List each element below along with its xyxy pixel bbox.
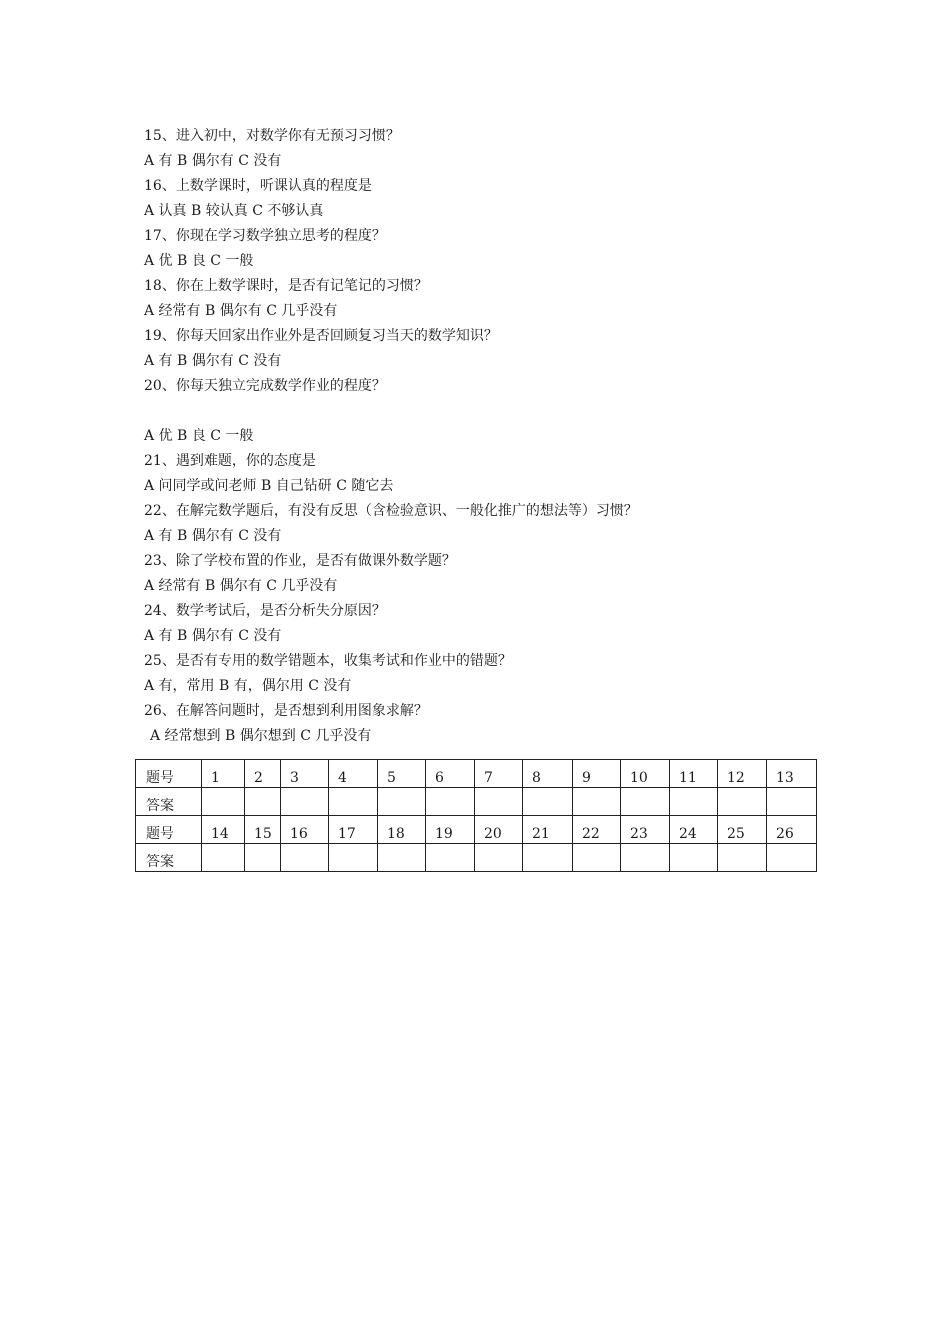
question-number-cell: 20: [475, 816, 523, 844]
question-number-cell: 14: [202, 816, 245, 844]
options-21: A 问同学或问老师 B 自己钻研 C 随它去: [144, 478, 394, 494]
options-20: A 优 B 良 C 一般: [144, 428, 254, 444]
options-23: A 经常有 B 偶尔有 C 几乎没有: [144, 578, 338, 594]
question-number-cell: 9: [573, 760, 621, 788]
question-23: 23、除了学校布置的作业，是否有做课外数学题？: [144, 553, 456, 569]
options-15: A 有 B 偶尔有 C 没有: [144, 153, 282, 169]
question-number-cell: 25: [718, 816, 767, 844]
question-number-cell: 12: [718, 760, 767, 788]
answer-cell[interactable]: [573, 788, 621, 816]
answer-cell[interactable]: [573, 844, 621, 872]
question-22: 22、在解完数学题后，有没有反思（含检验意识、一般化推广的想法等）习惯？: [144, 503, 638, 519]
answer-cell[interactable]: [426, 844, 475, 872]
answer-row-1: [136, 788, 817, 816]
question-24: 24、数学考试后，是否分析失分原因？: [144, 603, 386, 619]
question-number-cell: 17: [329, 816, 378, 844]
question-number-cell: 6: [426, 760, 475, 788]
question-number-label: 题号: [136, 760, 202, 788]
options-19: A 有 B 偶尔有 C 没有: [144, 353, 282, 369]
answer-label: 答案: [136, 788, 202, 816]
question-number-cell: 19: [426, 816, 475, 844]
question-19: 19、你每天回家出作业外是否回顾复习当天的数学知识？: [144, 328, 498, 344]
question-number-cell: 26: [767, 816, 817, 844]
answer-cell[interactable]: [718, 844, 767, 872]
question-number-cell: 3: [281, 760, 329, 788]
answer-cell[interactable]: [378, 788, 426, 816]
answer-cell[interactable]: [621, 788, 670, 816]
question-number-cell: 10: [621, 760, 670, 788]
answer-cell[interactable]: [475, 788, 523, 816]
question-number-cell: 8: [523, 760, 573, 788]
question-26: 26、在解答问题时，是否想到利用图象求解？: [144, 703, 428, 719]
question-number-cell: 21: [523, 816, 573, 844]
answer-cell[interactable]: [281, 844, 329, 872]
blank-line: [144, 399, 824, 424]
answer-table: [135, 759, 817, 872]
question-number-cell: 1: [202, 760, 245, 788]
answer-cell[interactable]: [329, 844, 378, 872]
question-17: 17、你现在学习数学独立思考的程度？: [144, 228, 386, 244]
question-list: [144, 124, 824, 749]
answer-cell[interactable]: [767, 788, 817, 816]
answer-cell[interactable]: [475, 844, 523, 872]
question-number-cell: 18: [378, 816, 426, 844]
question-25: 25、是否有专用的数学错题本，收集考试和作业中的错题？: [144, 653, 512, 669]
options-22: A 有 B 偶尔有 C 没有: [144, 528, 282, 544]
options-17: A 优 B 良 C 一般: [144, 253, 254, 269]
question-number-cell: 22: [573, 816, 621, 844]
answer-cell[interactable]: [245, 788, 281, 816]
answer-cell[interactable]: [245, 844, 281, 872]
answer-cell[interactable]: [767, 844, 817, 872]
answer-cell[interactable]: [378, 844, 426, 872]
question-number-cell: 24: [670, 816, 718, 844]
answer-cell[interactable]: [202, 844, 245, 872]
answer-cell[interactable]: [718, 788, 767, 816]
question-number-cell: 16: [281, 816, 329, 844]
question-number-row-2: [136, 816, 817, 844]
question-20: 20、你每天独立完成数学作业的程度？: [144, 378, 386, 394]
question-15: 15、进入初中，对数学你有无预习习惯？: [144, 128, 400, 144]
question-number-cell: 15: [245, 816, 281, 844]
answer-cell[interactable]: [523, 844, 573, 872]
question-16: 16、上数学课时，听课认真的程度是: [144, 178, 372, 194]
question-18: 18、你在上数学课时，是否有记笔记的习惯？: [144, 278, 428, 294]
options-18: A 经常有 B 偶尔有 C 几乎没有: [144, 303, 338, 319]
answer-label: 答案: [136, 844, 202, 872]
question-number-cell: 2: [245, 760, 281, 788]
options-16: A 认真 B 较认真 C 不够认真: [144, 203, 324, 219]
answer-cell[interactable]: [523, 788, 573, 816]
answer-cell[interactable]: [670, 844, 718, 872]
question-21: 21、遇到难题，你的态度是: [144, 453, 316, 469]
question-number-label: 题号: [136, 816, 202, 844]
answer-cell[interactable]: [426, 788, 475, 816]
answer-row-2: [136, 844, 817, 872]
answer-cell[interactable]: [621, 844, 670, 872]
question-number-row-1: [136, 760, 817, 788]
question-number-cell: 11: [670, 760, 718, 788]
question-number-cell: 13: [767, 760, 817, 788]
question-number-cell: 7: [475, 760, 523, 788]
options-24: A 有 B 偶尔有 C 没有: [144, 628, 282, 644]
answer-cell[interactable]: [670, 788, 718, 816]
options-26: A 经常想到 B 偶尔想到 C 几乎没有: [150, 728, 372, 744]
answer-cell[interactable]: [329, 788, 378, 816]
question-number-cell: 23: [621, 816, 670, 844]
answer-cell[interactable]: [202, 788, 245, 816]
question-number-cell: 4: [329, 760, 378, 788]
options-25: A 有，常用 B 有，偶尔用 C 没有: [144, 678, 352, 694]
answer-cell[interactable]: [281, 788, 329, 816]
question-number-cell: 5: [378, 760, 426, 788]
